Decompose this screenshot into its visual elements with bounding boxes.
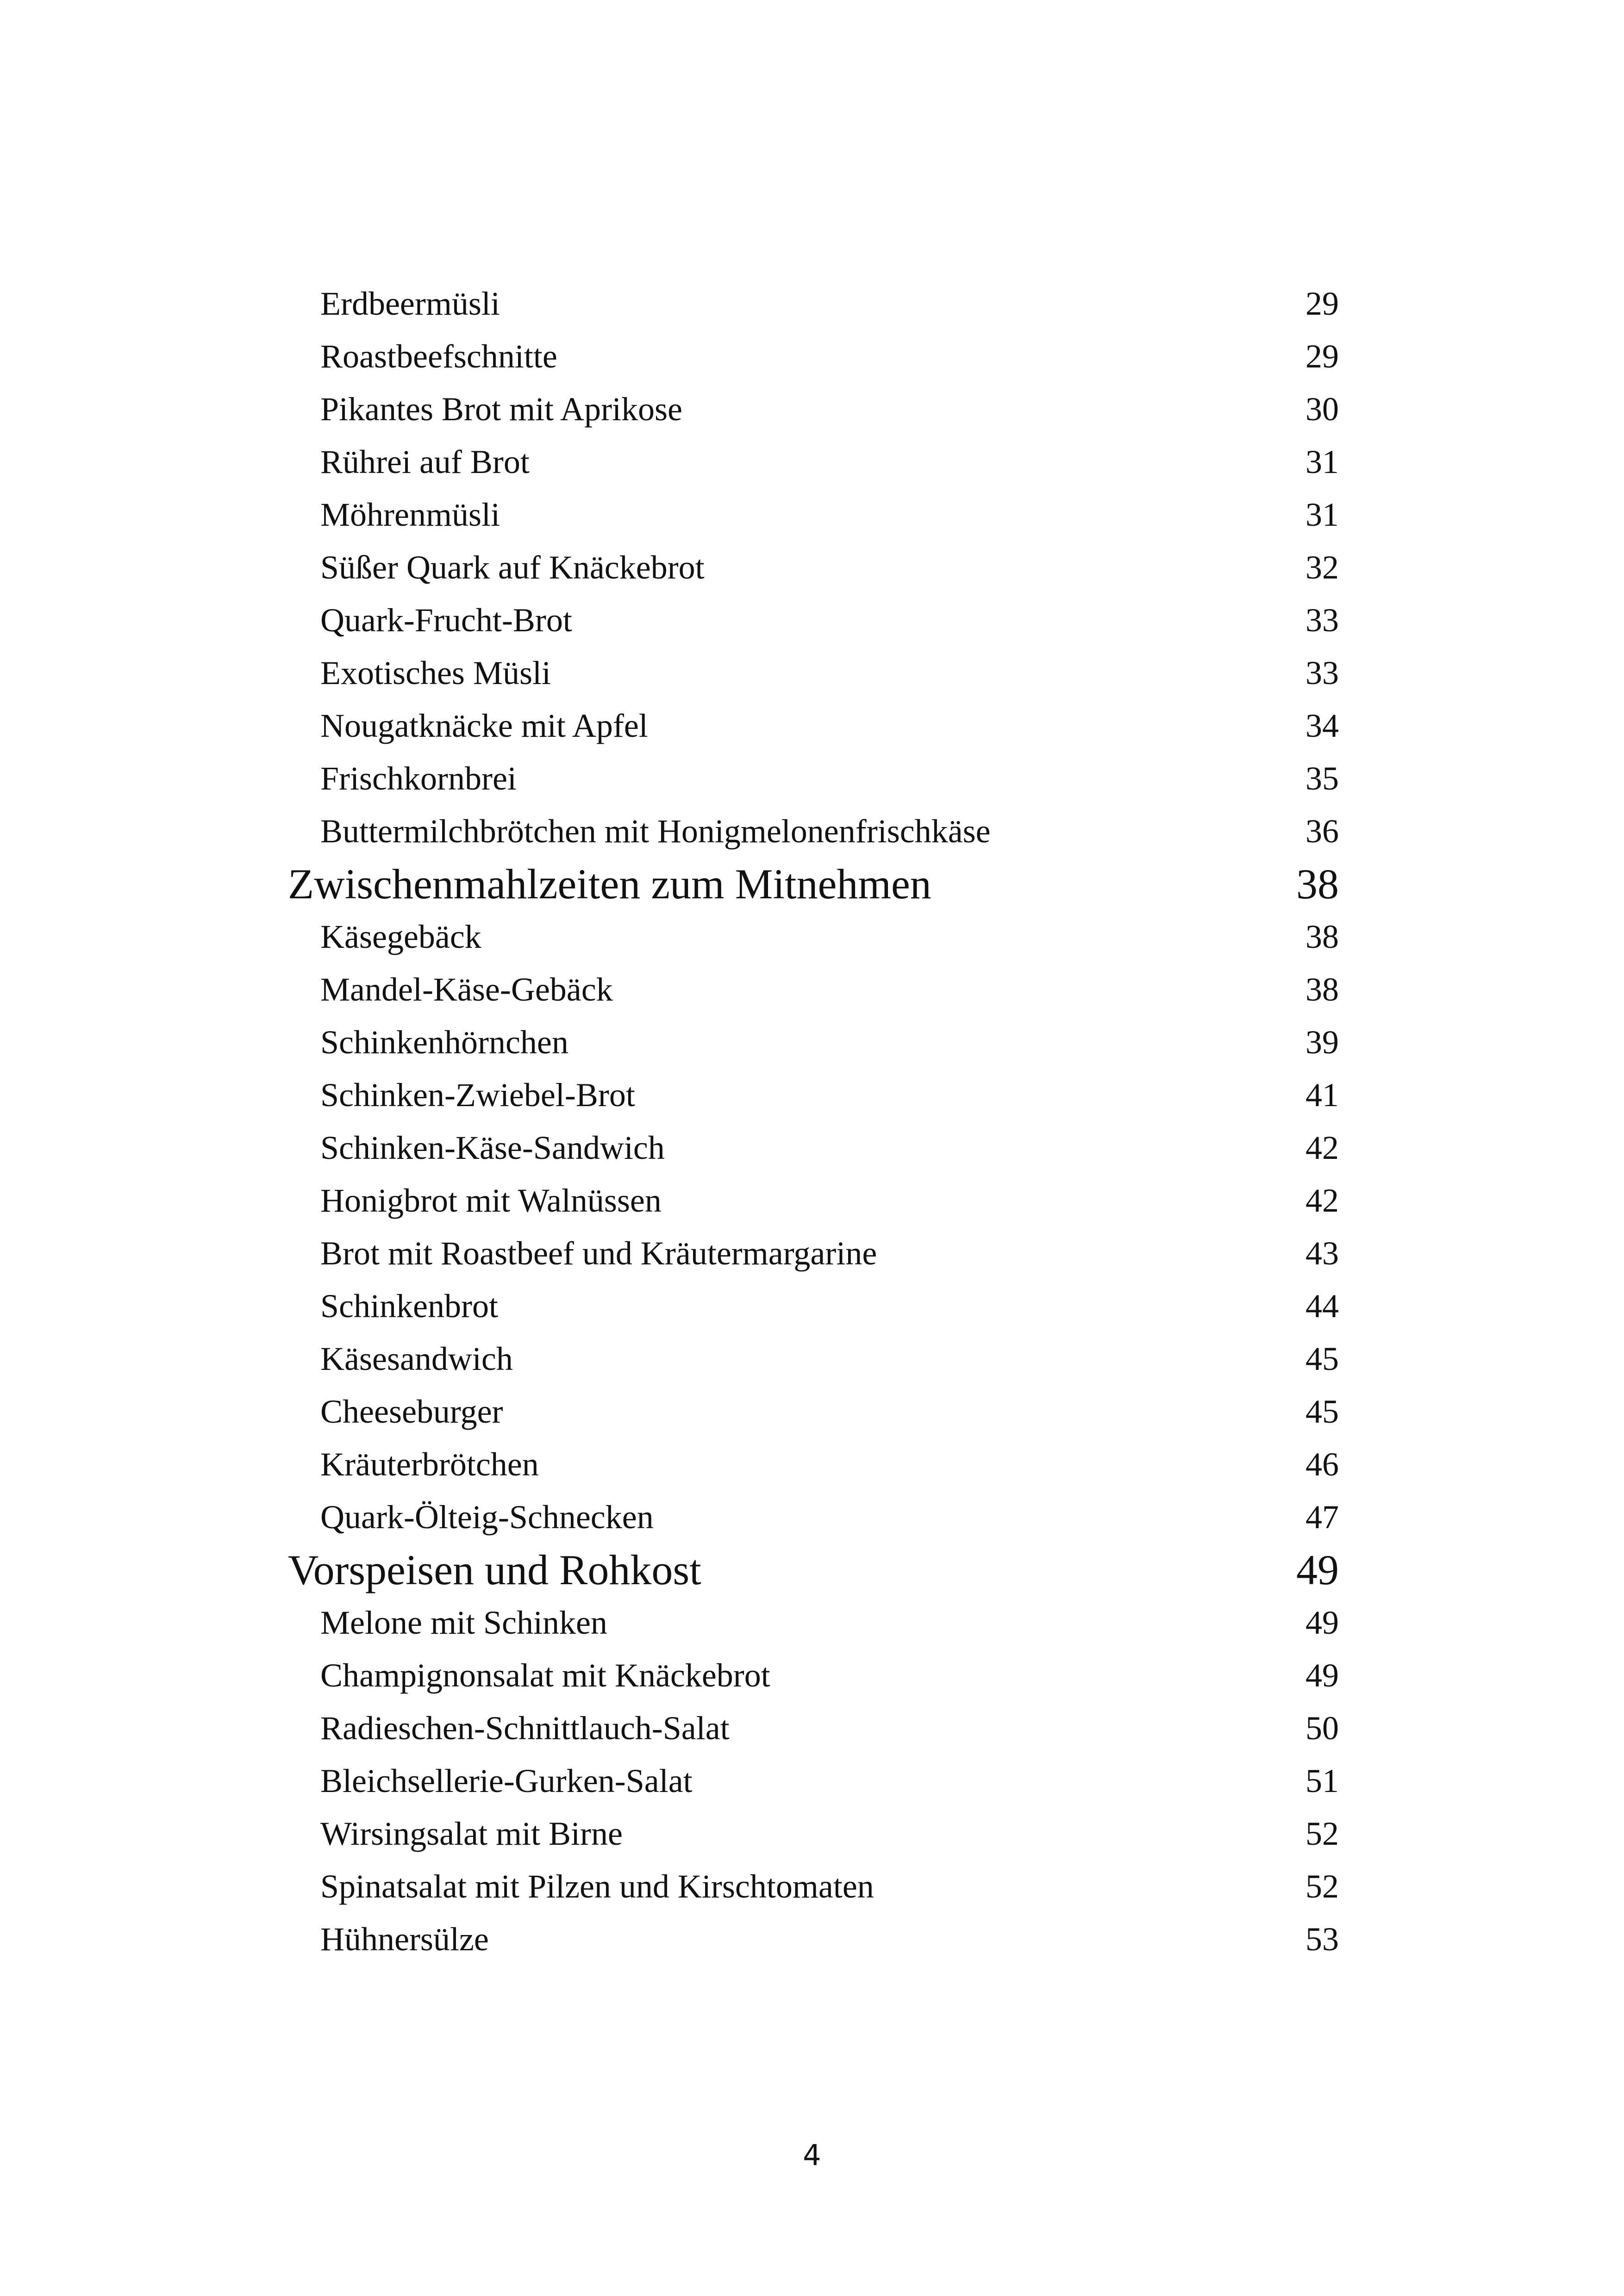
toc-entry-title: Schinkenhörnchen — [320, 1024, 568, 1061]
toc-page-number: 44 — [1305, 1288, 1339, 1325]
toc-page-number: 43 — [1305, 1235, 1339, 1272]
toc-entry — [320, 1388, 1339, 1435]
toc-entry — [320, 1441, 1339, 1487]
toc-page-number: 29 — [1305, 285, 1339, 322]
toc-entry-title: Buttermilchbrötchen mit Honigmelonenfrischkäse — [320, 813, 991, 850]
toc-entry — [320, 544, 1339, 591]
toc-entry — [320, 1283, 1339, 1329]
toc-entry-title: Cheeseburger — [320, 1393, 503, 1430]
toc-page-number: 46 — [1305, 1446, 1339, 1483]
toc-entry — [320, 650, 1339, 696]
toc-page-number: 31 — [1305, 496, 1339, 533]
toc-entry-title: Hühnersülze — [320, 1921, 489, 1958]
toc-page-number: 38 — [1305, 918, 1339, 955]
toc-entry-title: Pikantes Brot mit Aprikose — [320, 391, 682, 428]
toc-entry — [320, 1230, 1339, 1276]
toc-page-number: 39 — [1305, 1024, 1339, 1061]
toc-entry — [320, 1125, 1339, 1171]
toc-section-heading — [288, 1542, 1339, 1598]
toc-entry — [320, 1599, 1339, 1646]
toc-entry — [320, 1705, 1339, 1751]
toc-page-number: 51 — [1305, 1762, 1339, 1799]
toc-entry-title: Süßer Quark auf Knäckebrot — [320, 549, 705, 586]
toc-page-number: 41 — [1305, 1076, 1339, 1114]
toc-page-number: 38 — [1296, 860, 1339, 908]
toc-entry — [320, 1916, 1339, 1962]
toc-entry-title: Champignonsalat mit Knäckebrot — [320, 1657, 770, 1694]
toc-entry — [320, 808, 1339, 854]
toc-entry-title: Quark-Ölteig-Schnecken — [320, 1499, 654, 1536]
toc-page-number: 35 — [1305, 760, 1339, 797]
toc-entry — [320, 597, 1339, 643]
toc-entry-title: Erdbeermüsli — [320, 285, 500, 322]
toc-page-number: 42 — [1305, 1182, 1339, 1219]
toc-entry-title: Spinatsalat mit Pilzen und Kirschtomaten — [320, 1868, 874, 1905]
page-number: 4 — [803, 2138, 821, 2172]
toc-entry-title: Mandel-Käse-Gebäck — [320, 971, 613, 1008]
toc-page-number: 34 — [1305, 707, 1339, 744]
toc-page-number: 50 — [1305, 1710, 1339, 1747]
toc-entry — [320, 1072, 1339, 1118]
toc-page-number: 45 — [1305, 1340, 1339, 1377]
toc-entry — [320, 386, 1339, 432]
toc-entry — [320, 439, 1339, 485]
toc-entry — [320, 1811, 1339, 1857]
toc-page-number: 45 — [1305, 1393, 1339, 1430]
toc-entry-title: Melone mit Schinken — [320, 1604, 607, 1641]
toc-page-number: 32 — [1305, 549, 1339, 586]
toc-entry-title: Honigbrot mit Walnüssen — [320, 1182, 662, 1219]
toc-entry — [320, 703, 1339, 749]
toc-entry — [320, 1863, 1339, 1910]
toc-entry-title: Käsesandwich — [320, 1340, 513, 1377]
toc-entry-title: Rührei auf Brot — [320, 443, 530, 480]
toc-entry-title: Quark-Frucht-Brot — [320, 602, 572, 639]
toc-page-number: 52 — [1305, 1815, 1339, 1852]
toc-page-number: 33 — [1305, 602, 1339, 639]
toc-section-heading — [288, 856, 1339, 912]
toc-entry-title: Schinken-Zwiebel-Brot — [320, 1076, 635, 1114]
toc-entry-title: Roastbeefschnitte — [320, 338, 557, 375]
toc-section-title: Vorspeisen und Rohkost — [288, 1546, 701, 1593]
toc-entry-title: Schinkenbrot — [320, 1288, 498, 1325]
toc-page-number: 33 — [1305, 654, 1339, 691]
toc-entry — [320, 1336, 1339, 1382]
toc-entry — [320, 1652, 1339, 1699]
toc-entry-title: Kräuterbrötchen — [320, 1446, 539, 1483]
toc-entry — [320, 966, 1339, 1013]
toc-entry-title: Möhrenmüsli — [320, 496, 500, 533]
toc-page-number: 36 — [1305, 813, 1339, 850]
toc-entry-title: Brot mit Roastbeef und Kräutermargarine — [320, 1235, 877, 1272]
toc-entry-title: Exotisches Müsli — [320, 654, 551, 691]
toc-page-number: 29 — [1305, 338, 1339, 375]
toc-entry-title: Schinken-Käse-Sandwich — [320, 1129, 665, 1166]
toc-entry-title: Nougatknäcke mit Apfel — [320, 707, 648, 744]
toc-page-number: 52 — [1305, 1868, 1339, 1905]
toc-page-number: 31 — [1305, 443, 1339, 480]
toc-entry — [320, 1019, 1339, 1065]
toc-entry — [320, 1177, 1339, 1224]
toc-section-title: Zwischenmahlzeiten zum Mitnehmen — [288, 860, 931, 908]
toc-page-number: 49 — [1296, 1546, 1339, 1593]
toc-page-number: 42 — [1305, 1129, 1339, 1166]
toc-entry — [320, 1494, 1339, 1540]
toc-entry — [320, 492, 1339, 538]
toc-page-number: 38 — [1305, 971, 1339, 1008]
toc-entry — [320, 755, 1339, 802]
toc-entry-title: Bleichsellerie-Gurken-Salat — [320, 1762, 693, 1799]
toc-entry-title: Käsegebäck — [320, 918, 481, 955]
toc-page-number: 47 — [1305, 1499, 1339, 1536]
toc-entry-title: Frischkornbrei — [320, 760, 517, 797]
toc-entry — [320, 1758, 1339, 1804]
toc-page-number: 49 — [1305, 1657, 1339, 1694]
toc-entry — [320, 280, 1339, 327]
toc-entry-title: Wirsingsalat mit Birne — [320, 1815, 623, 1852]
toc-entry — [320, 333, 1339, 380]
toc-entry — [320, 914, 1339, 960]
toc-page-number: 53 — [1305, 1921, 1339, 1958]
toc-entry-title: Radieschen-Schnittlauch-Salat — [320, 1710, 730, 1747]
toc-page-number: 30 — [1305, 391, 1339, 428]
toc-page-number: 49 — [1305, 1604, 1339, 1641]
